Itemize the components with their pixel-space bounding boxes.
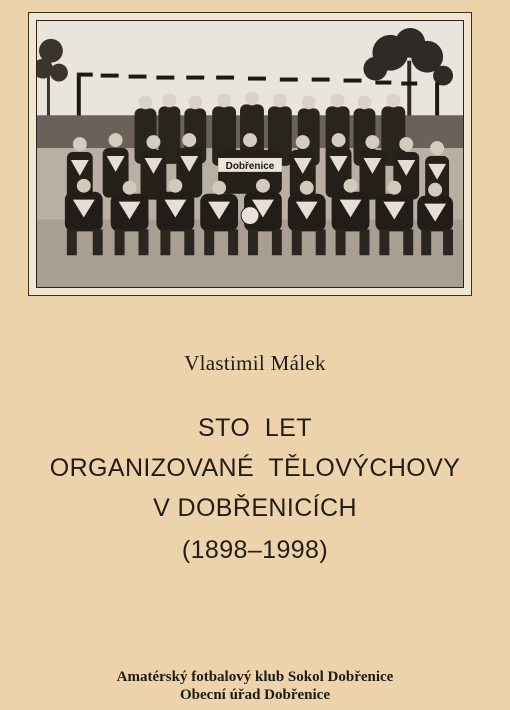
publisher-club: Amatérský fotbalový klub Sokol Dobřenice (116, 669, 394, 685)
title-line-2: ORGANIZOVANÉ TĚLOVÝCHOVY (49, 454, 461, 482)
team-photo (36, 20, 464, 288)
title-line-1: STO LET (198, 414, 312, 442)
author-name: Vlastimil Málek (184, 351, 326, 375)
jersey-text: Dobřenice (225, 160, 275, 172)
title-line-3: V DOBŘENICÍCH (153, 494, 357, 522)
title-years: (1898–1998) (181, 536, 329, 564)
cover-photo-frame (28, 12, 472, 296)
team-photo-image (37, 21, 463, 287)
publisher-municipality: Obecní úřad Dobřenice (180, 687, 330, 703)
